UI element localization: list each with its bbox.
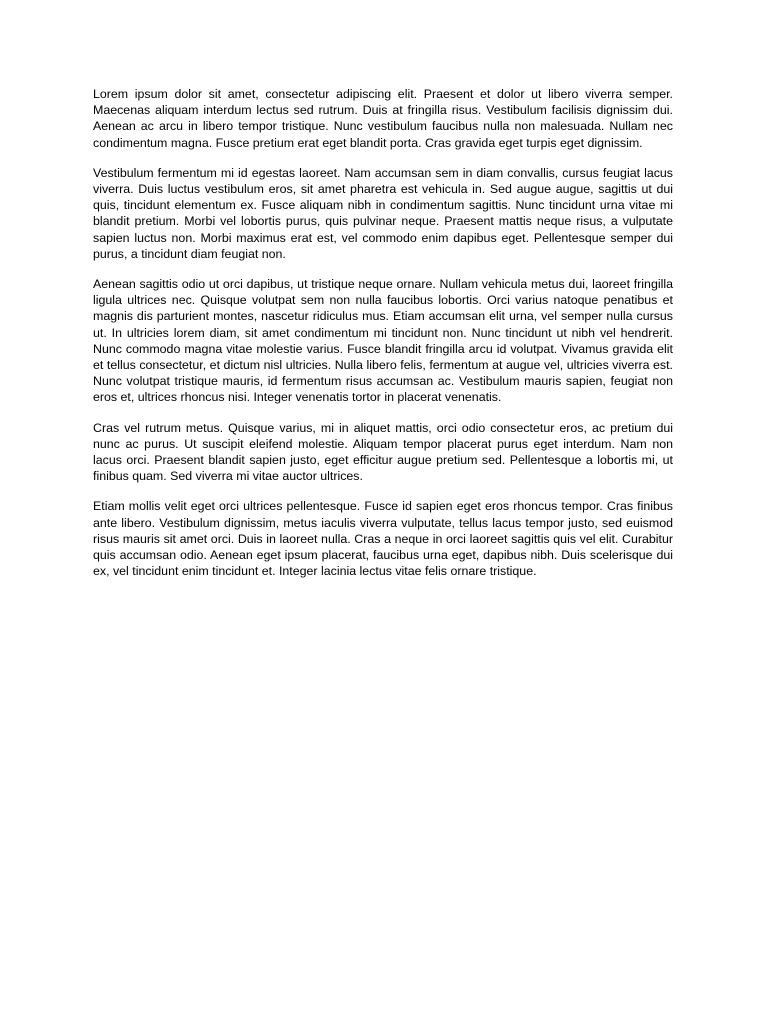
document-body <box>93 86 673 593</box>
paragraph-4: Cras vel rutrum metus. Quisque varius, mi in aliquet mattis, orci odio consectetur eros, ac pretium dui nunc ac purus. Ut suscipit eleifend molestie. Aliquam tempor placerat purus eget interdum. Nam non lacus orci. Praesent blandit sapien justo, eget efficitur augue pretium sed. Pellentesque a lobortis mi, ut finibus quam. Sed viverra mi vitae auctor ultrices. <box>93 420 673 484</box>
paragraph-2: Vestibulum fermentum mi id egestas laoreet. Nam accumsan sem in diam convallis, cursus feugiat lacus viverra. Duis luctus vestibulum eros, sit amet pharetra est vehicula in. Sed augue augue, sagittis ut dui quis, tincidunt elementum ex. Fusce aliquam nibh in condimentum sagittis. Nunc tincidunt urna vitae mi blandit pretium. Morbi vel lobortis purus, quis pulvinar neque. Praesent mattis neque risus, a vulputate sapien luctus non. Morbi maximus erat est, vel commodo enim dapibus eget. Pellentesque semper dui purus, a tincidunt diam feugiat non. <box>93 165 673 261</box>
paragraph-3: Aenean sagittis odio ut orci dapibus, ut tristique neque ornare. Nullam vehicula metus dui, laoreet fringilla ligula ultrices nec. Quisque volutpat sem non nulla faucibus lobortis. Orci varius natoque penatibus et magnis dis parturient montes, nascetur ridiculus mus. Etiam accumsan elit urna, vel semper nulla cursus ut. In ultricies lorem diam, sit amet condimentum mi tincidunt non. Nunc tincidunt ut nibh vel hendrerit. Nunc commodo magna vitae molestie varius. Fusce blandit fringilla arcu id volutpat. Vivamus gravida elit et tellus consectetur, et dictum nisl ultricies. Nulla libero felis, fermentum at augue vel, ultricies viverra est. Nunc volutpat tristique mauris, id fermentum risus accumsan ac. Vestibulum mauris sapien, feugiat non eros et, ultrices rhoncus nisi. Integer venenatis tortor in placerat venenatis. <box>93 277 673 405</box>
paragraph-5: Etiam mollis velit eget orci ultrices pellentesque. Fusce id sapien eget eros rhoncus tempor. Cras finibus ante libero. Vestibulum dignissim, metus iaculis viverra vulputate, tellus lacus tempor justo, sed euismod risus mauris sit amet orci. Duis in laoreet nulla. Cras a neque in orci laoreet sagittis quis vel elit. Curabitur quis accumsan odio. Aenean eget ipsum placerat, faucibus urna eget, dapibus nibh. Duis scelerisque dui ex, vel tincidunt enim tincidunt et. Integer lacinia lectus vitae felis ornare tristique. <box>93 499 673 579</box>
paragraph-1: Lorem ipsum dolor sit amet, consectetur adipiscing elit. Praesent et dolor ut libero viverra semper. Maecenas aliquam interdum lectus sed rutrum. Duis at fringilla risus. Vestibulum facilisis dignissim dui. Aenean ac arcu in libero tempor tristique. Nunc vestibulum faucibus nulla non malesuada. Nullam nec condimentum magna. Fusce pretium erat eget blandit porta. Cras gravida eget turpis eget dignissim. <box>93 87 673 150</box>
